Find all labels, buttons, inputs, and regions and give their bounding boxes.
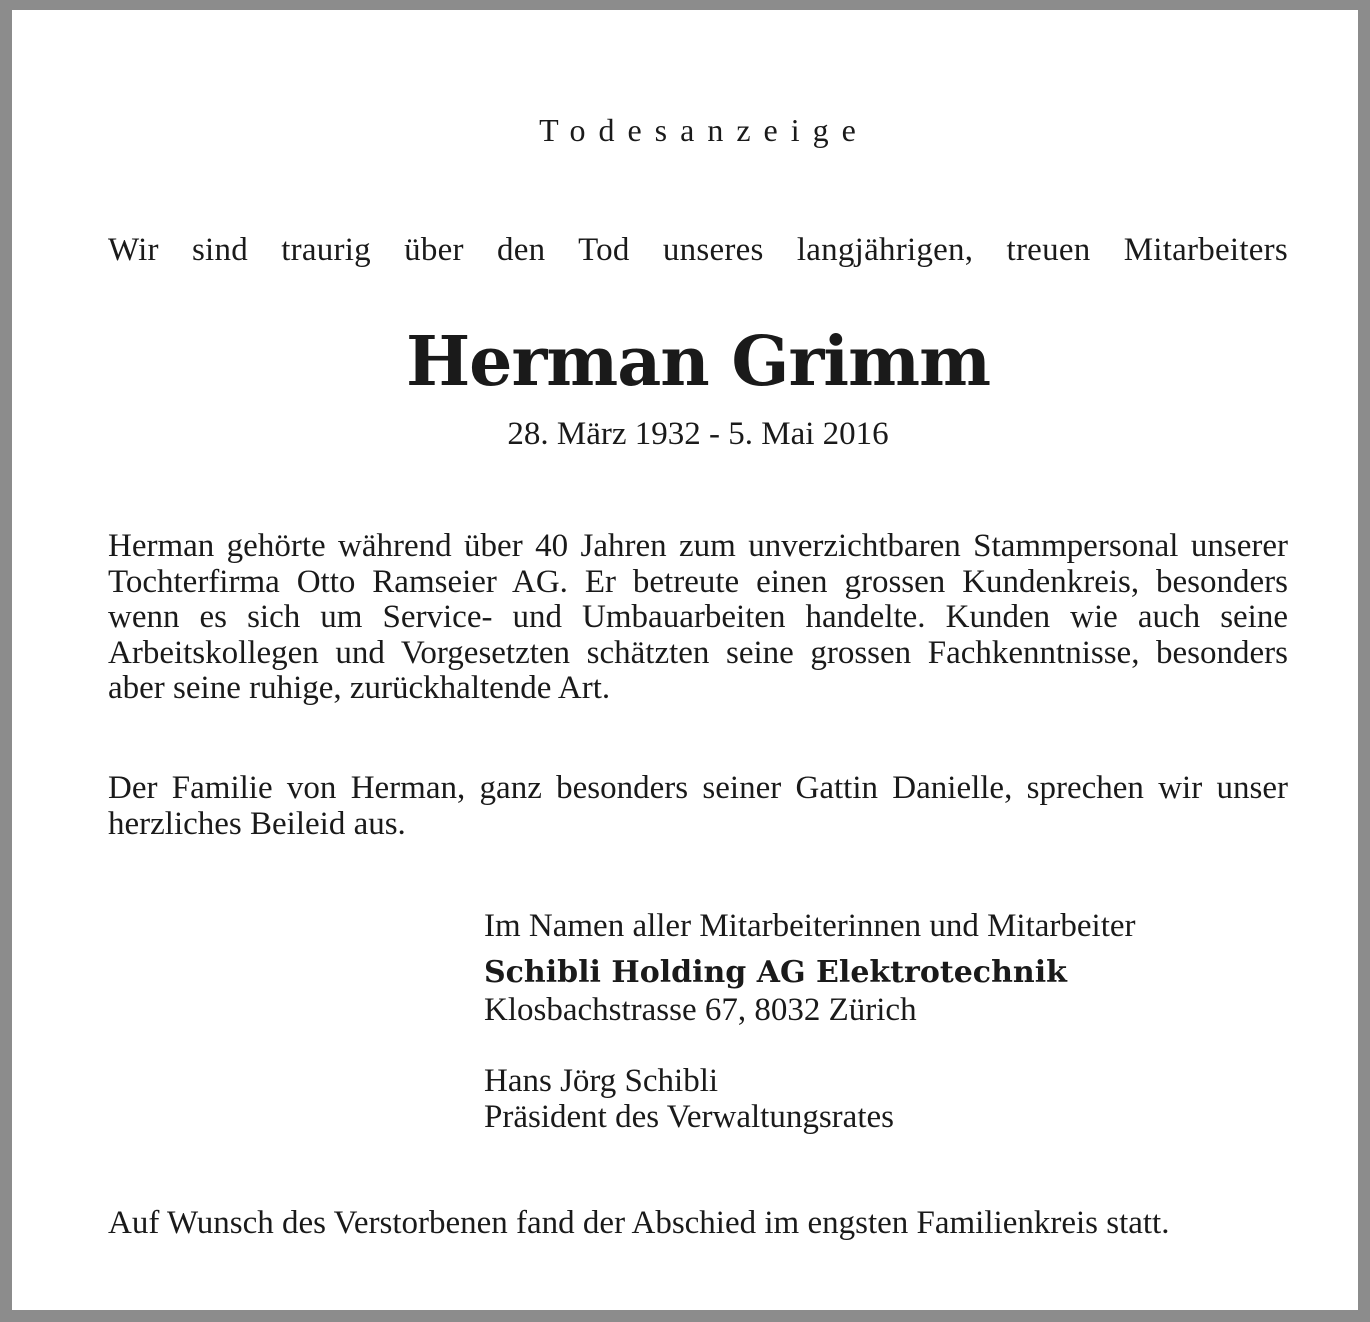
signature-address: Klosbachstrasse 67, 8032 Zürich bbox=[484, 992, 917, 1028]
deceased-name: Herman Grimm bbox=[405, 322, 991, 402]
life-dates: 28. März 1932 - 5. Mai 2016 bbox=[507, 416, 889, 452]
signature-person: Hans Jörg Schibli bbox=[484, 1063, 719, 1099]
footer-note: Auf Wunsch des Verstorbenen fand der Abschied im engsten Familienkreis statt. bbox=[108, 1205, 1170, 1241]
notice-label: Todesanzeige bbox=[539, 112, 869, 148]
intro-text: Wir sind traurig über den Tod unseres langjährigen, treuen Mitarbeiters bbox=[108, 232, 1288, 268]
paragraph-tribute: Herman gehörte während über 40 Jahren zum unverzichtbaren Stammpersonal unserer Tochterfirma Otto Ramseier AG. Er betreute einen grossen Kundenkreis, besonders wenn es sich um Service- und Umbauarbeiten handelte. Kunden wie auch seine Arbeitskollegen und Vorgesetzten schätzten seine grossen Fachkenntnisse, besonders aber seine ruhige, zurückhaltende Art. bbox=[108, 528, 1288, 706]
paragraph-condolence: Der Familie von Herman, ganz besonders seiner Gattin Danielle, sprechen wir unser herzliches Beileid aus. bbox=[108, 770, 1288, 842]
signature-role: Präsident des Verwaltungsrates bbox=[484, 1099, 894, 1135]
signature-regards: Im Namen aller Mitarbeiterinnen und Mitarbeiter bbox=[484, 908, 1136, 944]
signature-company: Schibli Holding AG Elektrotechnik bbox=[484, 955, 1067, 990]
